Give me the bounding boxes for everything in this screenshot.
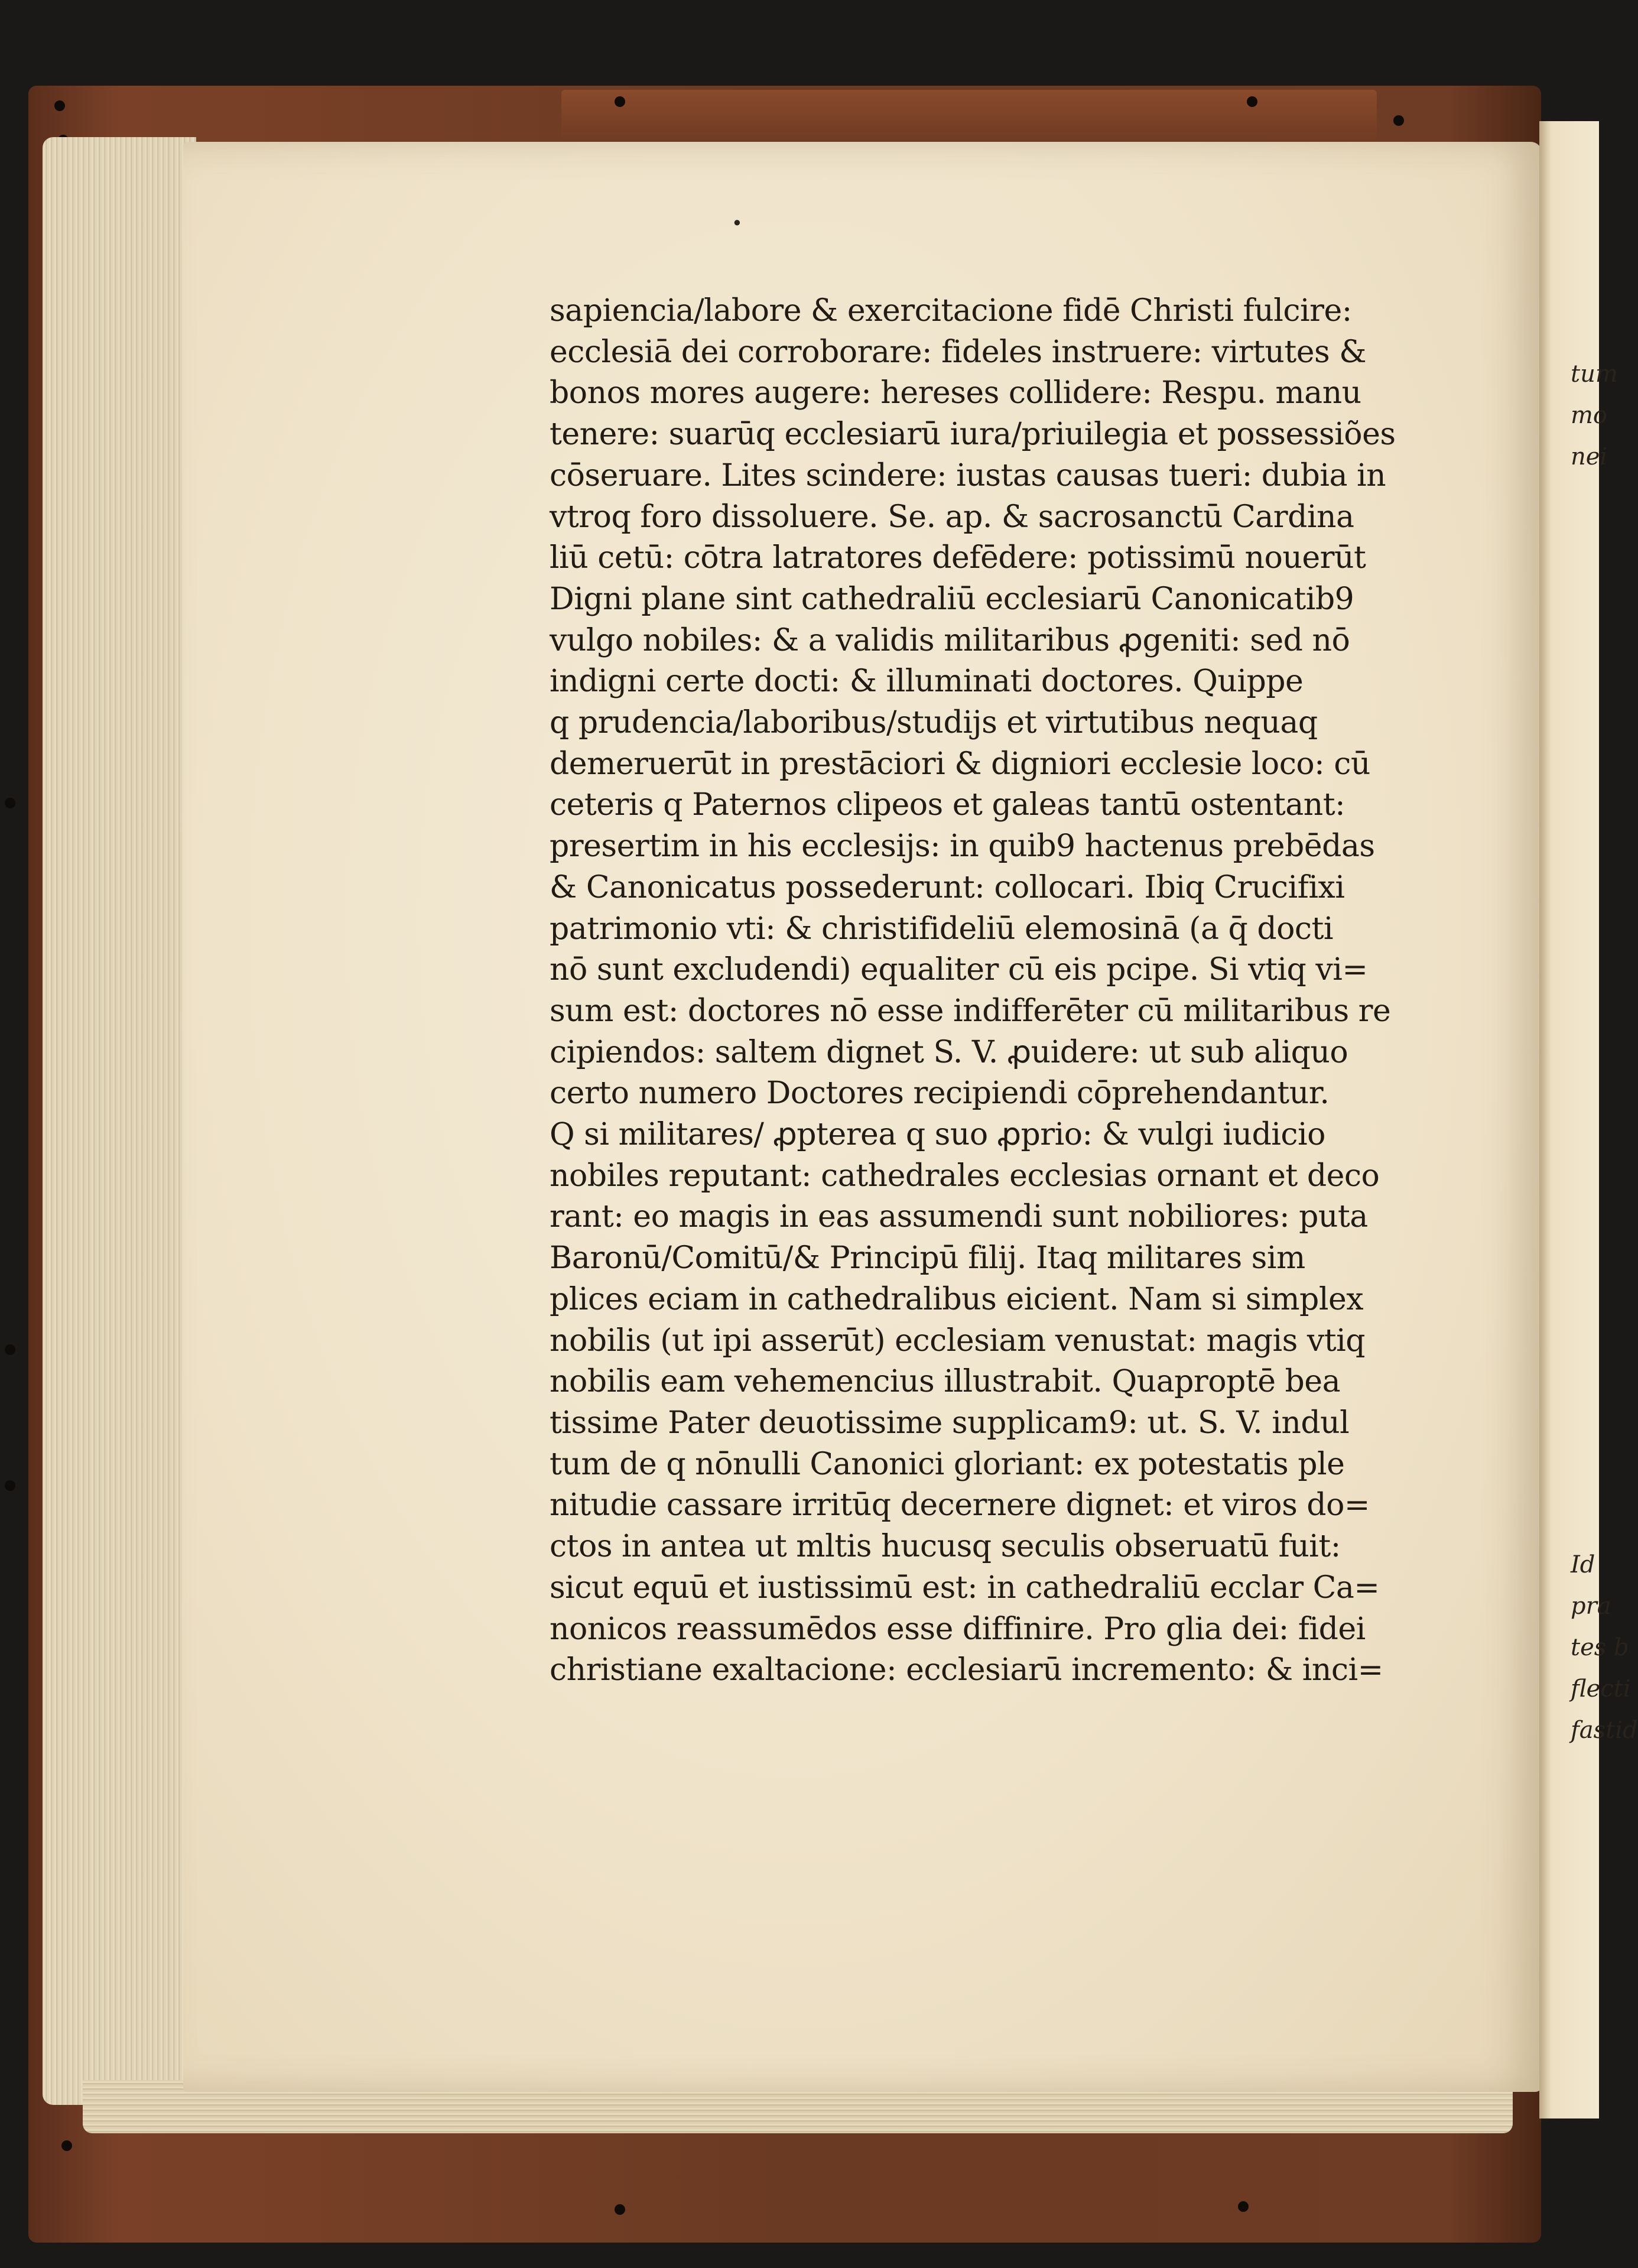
text-line: nō sunt excludendi) equaliter cū eis pcipe. Si vtiq vi= — [550, 952, 1368, 988]
cover-nail — [1393, 115, 1404, 126]
facing-page-fragment: mo — [1571, 402, 1608, 429]
page-block-edges — [43, 137, 196, 2105]
cover-nail — [5, 1480, 15, 1491]
text-line: nobilis eam vehemencius illustrabit. Quaproptē bea — [550, 1364, 1341, 1400]
text-line: cōseruare. Lites scindere: iustas causas tueri: dubia in — [550, 457, 1386, 493]
cover-nail — [5, 1344, 15, 1355]
text-line: plices eciam in cathedralibus eicient. Nam si simplex — [550, 1281, 1364, 1317]
text-line: nobiles reputant: cathedrales ecclesias ornant et deco — [550, 1158, 1380, 1194]
text-line: nonicos reassumēdos esse diffinire. Pro glia dei: fidei — [550, 1611, 1366, 1647]
text-line: vtroq foro dissoluere. Se. ap. & sacrosanctū Cardina — [550, 499, 1354, 535]
text-line: bonos mores augere: hereses collidere: Respu. manu — [550, 375, 1361, 411]
text-line: ceteris q Paternos clipeos et galeas tantū ostentant: — [550, 787, 1346, 823]
facing-page-fragment: Id — [1571, 1551, 1595, 1578]
text-line: sum est: doctores nō esse indifferēter cū militaribus re — [550, 993, 1391, 1029]
folio-mark: · — [730, 198, 744, 248]
text-line: tum de q nōnulli Canonici gloriant: ex potestatis ple — [550, 1446, 1345, 1482]
facing-page-fragment: pra — [1571, 1593, 1611, 1620]
facing-page-fragment: fastid — [1571, 1717, 1638, 1744]
text-line: patrimonio vti: & christifideliū elemosinā (a q̄ docti — [550, 911, 1334, 947]
text-line: vulgo nobiles: & a validis militaribus ꝓgeniti: sed nō — [550, 622, 1350, 658]
text-line: demeruerūt in prestāciori & digniori ecclesie loco: cū — [550, 746, 1370, 782]
text-line: liū cetū: cōtra latratores defēdere: potissimū nouerūt — [550, 540, 1366, 576]
text-line: q prudencia/laboribus/studijs et virtutibus nequaq — [550, 705, 1318, 741]
text-line: certo numero Doctores recipiendi cōprehendantur. — [550, 1075, 1330, 1112]
text-line: ecclesiā dei corroborare: fideles instruere: virtutes & — [550, 334, 1367, 370]
text-line: tenere: suarūq ecclesiarū iura/priuilegia et possessiões — [550, 417, 1396, 453]
text-line: christiane exaltacione: ecclesiarū incremento: & inci= — [550, 1652, 1383, 1688]
text-line: presertim in his ecclesijs: in quib9 hactenus prebēdas — [550, 828, 1375, 865]
facing-page-fragment: tes b — [1571, 1634, 1629, 1661]
text-line: ctos in antea ut mltis hucusq seculis obseruatū fuit: — [550, 1529, 1341, 1565]
main-text-block — [550, 291, 1396, 1691]
cover-nail — [54, 100, 65, 111]
text-line: nitudie cassare irritūq decernere dignet: et viros do= — [550, 1487, 1370, 1523]
text-line: & Canonicatus possederunt: collocari. Ibiq Crucifixi — [550, 869, 1345, 905]
text-line: Digni plane sint cathedraliū ecclesiarū Canonicatib9 — [550, 581, 1354, 617]
text-line: nobilis (ut ipi asserūt) ecclesiam venustat: magis vtiq — [550, 1323, 1366, 1359]
text-line: cipiendos: saltem dignet S. V. ꝓuidere: ut sub aliquo — [550, 1034, 1348, 1070]
text-line: tissime Pater deuotissime supplicam9: ut. S. V. indul — [550, 1405, 1350, 1441]
facing-page-fragment: flecti — [1571, 1675, 1631, 1702]
text-line: sapiencia/labore & exercitacione fidē Christi fulcire: — [550, 293, 1352, 329]
facing-page-fragment: nei — [1571, 443, 1608, 470]
cover-nail — [1247, 96, 1257, 107]
cover-nail — [61, 2140, 72, 2151]
text-line: Baronū/Comitū/& Principū filij. Itaq militares sim — [550, 1240, 1305, 1276]
cover-nail — [615, 2204, 625, 2215]
cover-nail — [615, 96, 625, 107]
text-line: indigni certe docti: & illuminati doctores. Quippe — [550, 664, 1304, 700]
cover-nail — [1238, 2201, 1249, 2212]
text-line: Q si militares/ ꝓpterea q suo ꝓprio: & vulgi iudicio — [550, 1117, 1325, 1153]
facing-page-fragment: tum — [1571, 360, 1618, 388]
text-line: sicut equū et iustissimū est: in cathedraliū ecclar Ca= — [550, 1570, 1380, 1606]
cover-nail — [5, 798, 15, 808]
text-line: rant: eo magis in eas assumendi sunt nobiliores: puta — [550, 1199, 1368, 1235]
